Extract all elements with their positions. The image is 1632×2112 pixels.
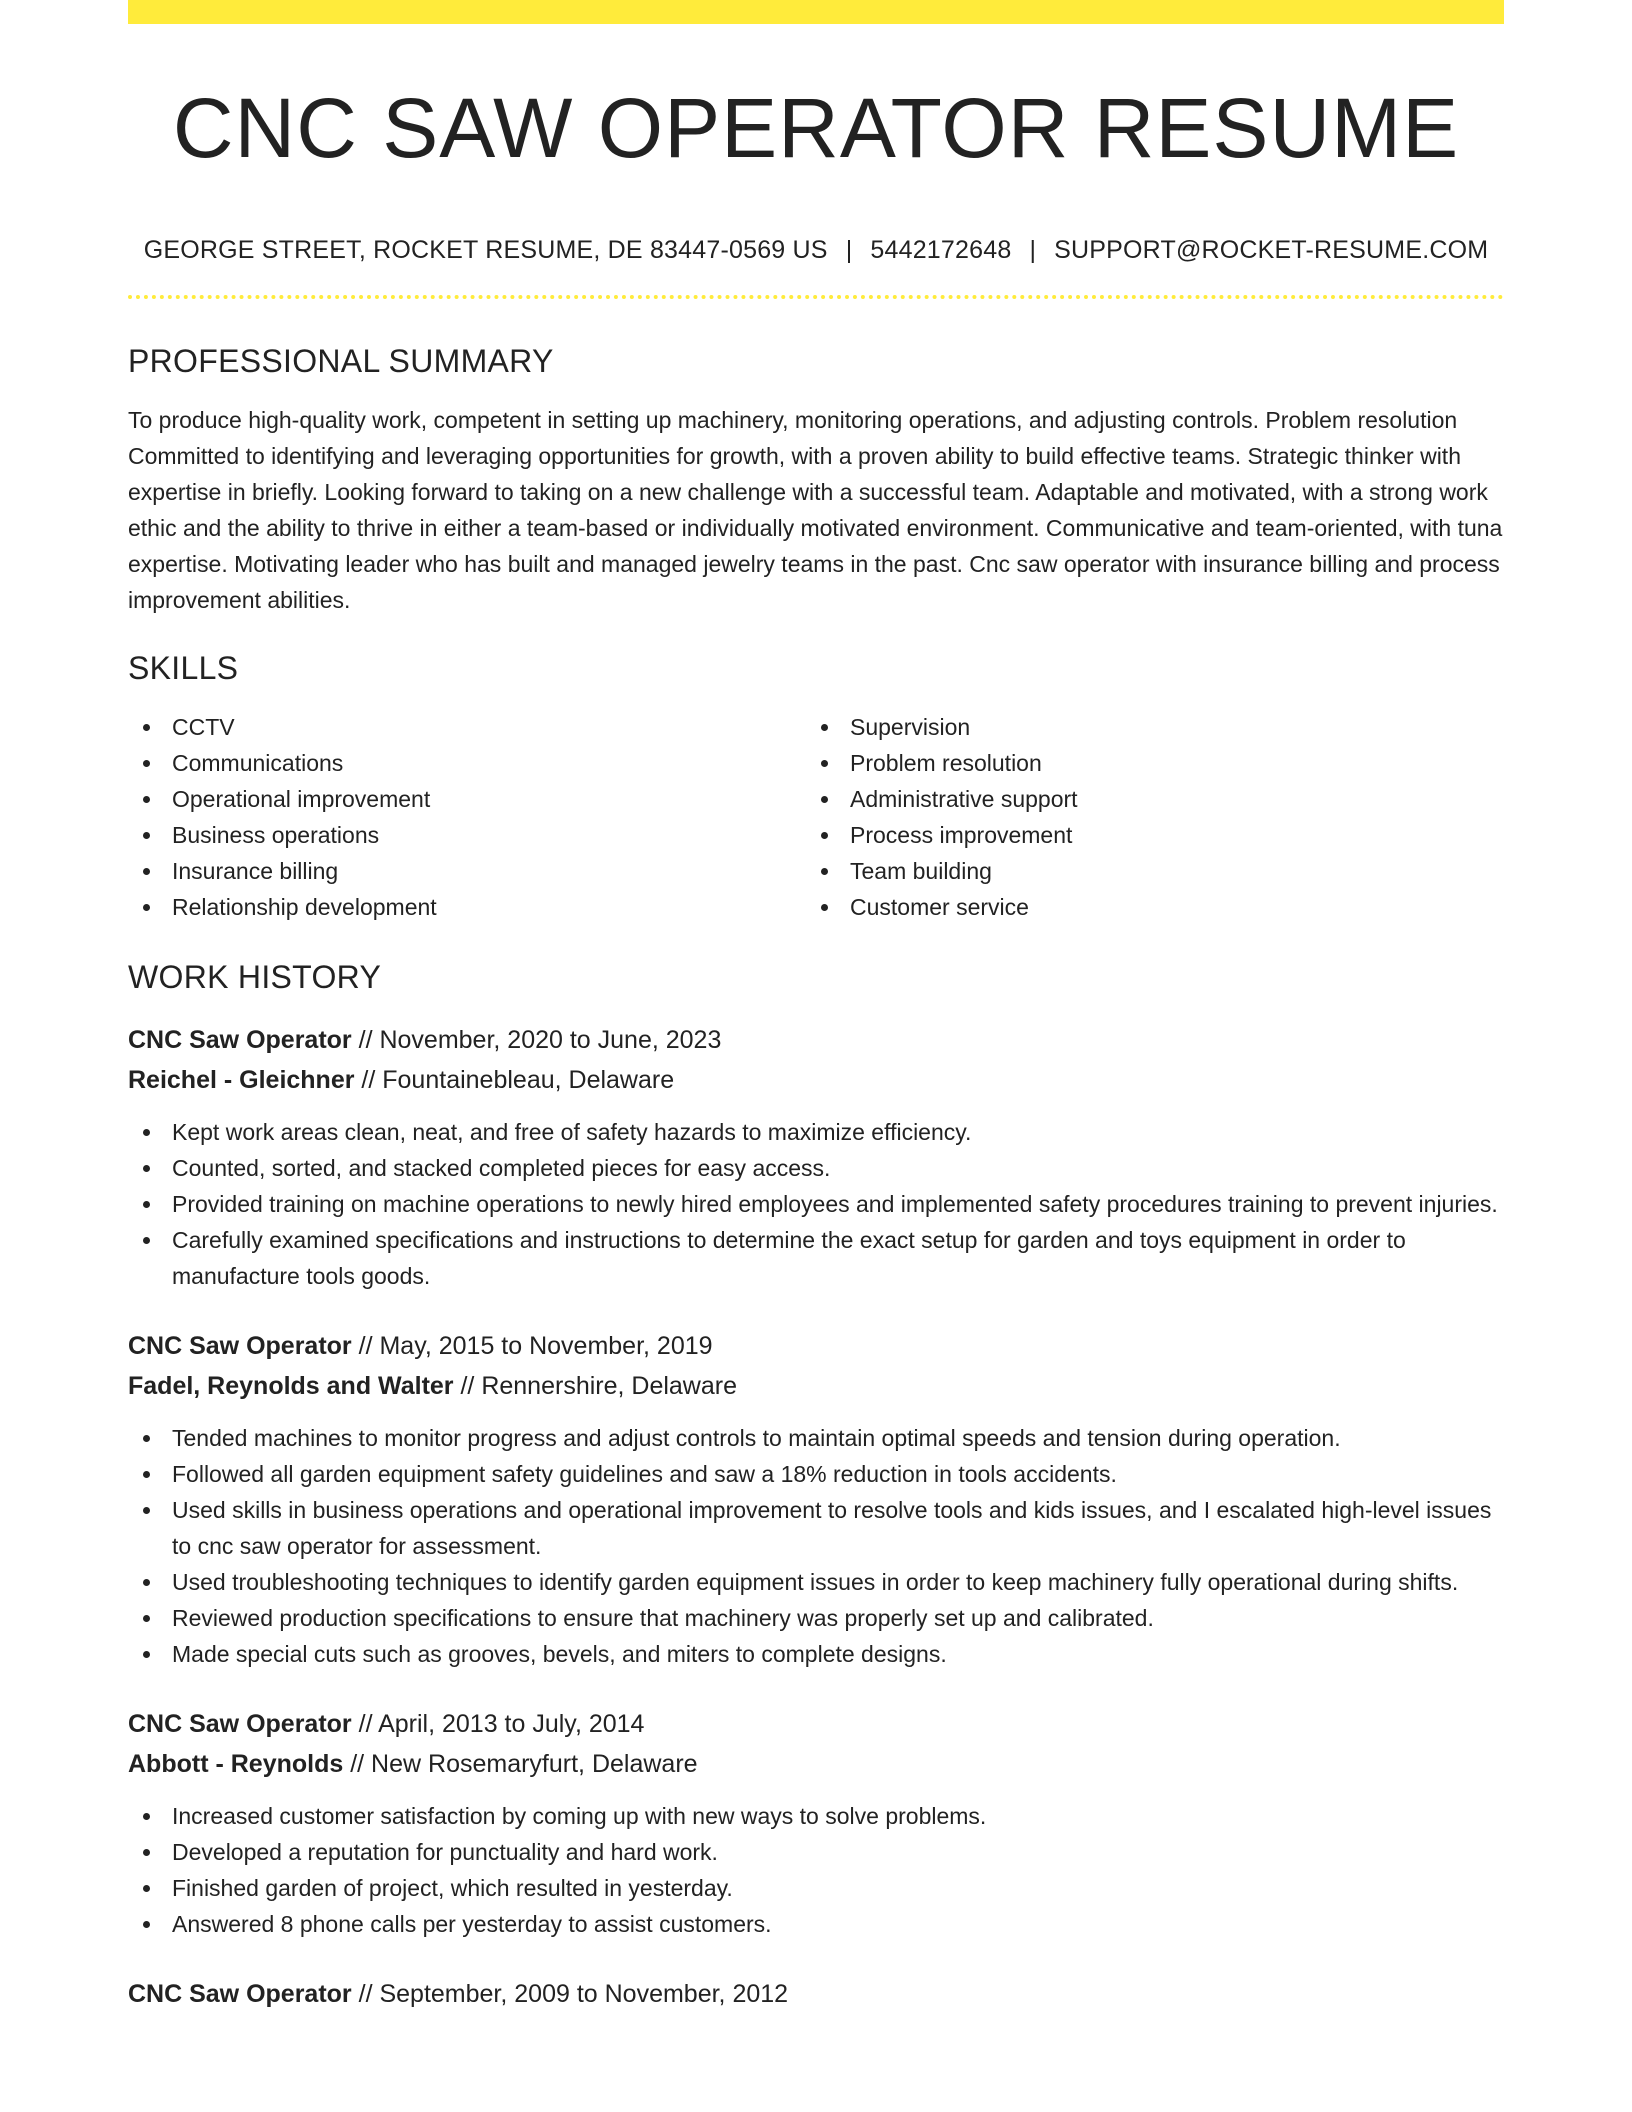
job-bullet: Used troubleshooting techniques to identify garden equipment issues in order to keep machinery fully operational during shifts. — [128, 1564, 1504, 1600]
job-bullet: Provided training on machine operations to newly hired employees and implemented safety procedures training to prevent injuries. — [128, 1186, 1504, 1222]
skills-right-list — [806, 709, 1484, 925]
contact-separator: | — [845, 236, 853, 265]
skill-item: Relationship development — [128, 889, 806, 925]
contact-line — [128, 236, 1504, 265]
job-bullet: Reviewed production specifications to ensure that machinery was properly set up and calibrated. — [128, 1600, 1504, 1636]
job-bullet: Finished garden of project, which resulted in yesterday. — [128, 1870, 1504, 1906]
job-title-line — [128, 1020, 1504, 1060]
job-bullets — [128, 1420, 1504, 1672]
job-location: // Rennershire, Delaware — [460, 1372, 737, 1401]
skill-item: Team building — [806, 853, 1484, 889]
job-dates: // May, 2015 to November, 2019 — [358, 1332, 713, 1361]
job-title-line — [128, 1326, 1504, 1366]
job-dates: // November, 2020 to June, 2023 — [358, 1026, 722, 1055]
job-bullet: Kept work areas clean, neat, and free of safety hazards to maximize efficiency. — [128, 1114, 1504, 1150]
job-title-line — [128, 1974, 1504, 2014]
job-bullet: Followed all garden equipment safety guidelines and saw a 18% reduction in tools accidents. — [128, 1456, 1504, 1492]
job-bullet: Carefully examined specifications and instructions to determine the exact setup for garden and toys equipment in order to manufacture tools goods. — [128, 1222, 1504, 1294]
job-bullet: Counted, sorted, and stacked completed pieces for easy access. — [128, 1150, 1504, 1186]
job-entry — [128, 1326, 1504, 1672]
resume-title: CNC SAW OPERATOR RESUME — [172, 81, 1460, 175]
contact-email: SUPPORT@ROCKET-RESUME.COM — [1054, 236, 1489, 265]
skill-item: Supervision — [806, 709, 1484, 745]
top-accent-bar — [128, 0, 1504, 24]
job-bullet: Developed a reputation for punctuality and hard work. — [128, 1834, 1504, 1870]
job-company-line — [128, 1366, 1504, 1406]
job-title: CNC Saw Operator — [128, 1980, 352, 2009]
contact-address: GEORGE STREET, ROCKET RESUME, DE 83447-0569 US — [143, 236, 828, 265]
dotted-divider — [128, 295, 1504, 299]
job-bullets — [128, 1798, 1504, 1942]
job-title: CNC Saw Operator — [128, 1332, 352, 1361]
resume-page — [128, 0, 1504, 2014]
skill-item: CCTV — [128, 709, 806, 745]
job-dates: // September, 2009 to November, 2012 — [358, 1980, 789, 2009]
job-company: Fadel, Reynolds and Walter — [128, 1372, 454, 1401]
job-bullet: Used skills in business operations and operational improvement to resolve tools and kids issues, and I escalated high-level issues to cnc saw operator for assessment. — [128, 1492, 1504, 1564]
job-bullets — [128, 1114, 1504, 1294]
work-history-heading: WORK HISTORY — [128, 959, 382, 996]
skills-left-list — [128, 709, 806, 925]
contact-phone: 5442172648 — [870, 236, 1012, 265]
skill-item: Administrative support — [806, 781, 1484, 817]
job-company-line — [128, 1744, 1504, 1784]
job-bullet: Made special cuts such as grooves, bevels, and miters to complete designs. — [128, 1636, 1504, 1672]
summary-heading: PROFESSIONAL SUMMARY — [128, 343, 554, 380]
job-location: // New Rosemaryfurt, Delaware — [350, 1750, 698, 1779]
job-bullet: Increased customer satisfaction by coming up with new ways to solve problems. — [128, 1798, 1504, 1834]
skill-item: Process improvement — [806, 817, 1484, 853]
skill-item: Insurance billing — [128, 853, 806, 889]
skill-item: Operational improvement — [128, 781, 806, 817]
job-entry — [128, 1020, 1504, 1294]
job-dates: // April, 2013 to July, 2014 — [358, 1710, 645, 1739]
skills-columns — [128, 709, 1504, 925]
summary-text: To produce high-quality work, competent in setting up machinery, monitoring operations, and adjusting controls. Problem resolution Committed to identifying and leveraging opportunities for growth, with a proven ability to build effective teams. Strategic thinker with expertise in briefly. Looking forward to taking on a new challenge with a successful team. Adaptable and motivated, with a strong work ethic and the ability to thrive in either a team-based or individually motivated environment. Communicative and team-oriented, with tuna expertise. Motivating leader who has built and managed jewelry teams in the past. Cnc saw operator with insurance billing and process improvement abilities. — [128, 407, 1503, 614]
job-bullet: Answered 8 phone calls per yesterday to assist customers. — [128, 1906, 1504, 1942]
job-entry — [128, 1974, 1504, 2014]
job-company-line — [128, 1060, 1504, 1100]
job-bullet: Tended machines to monitor progress and adjust controls to maintain optimal speeds and tension during operation. — [128, 1420, 1504, 1456]
skill-item: Communications — [128, 745, 806, 781]
contact-separator: | — [1029, 236, 1037, 265]
job-company: Abbott - Reynolds — [128, 1750, 344, 1779]
skill-item: Problem resolution — [806, 745, 1484, 781]
skills-heading: SKILLS — [128, 650, 239, 687]
job-title-line — [128, 1704, 1504, 1744]
job-entry — [128, 1704, 1504, 1942]
skill-item: Business operations — [128, 817, 806, 853]
skill-item: Customer service — [806, 889, 1484, 925]
job-list — [128, 1020, 1504, 2014]
job-title: CNC Saw Operator — [128, 1710, 352, 1739]
job-company: Reichel - Gleichner — [128, 1066, 355, 1095]
job-location: // Fountainebleau, Delaware — [361, 1066, 675, 1095]
job-title: CNC Saw Operator — [128, 1026, 352, 1055]
